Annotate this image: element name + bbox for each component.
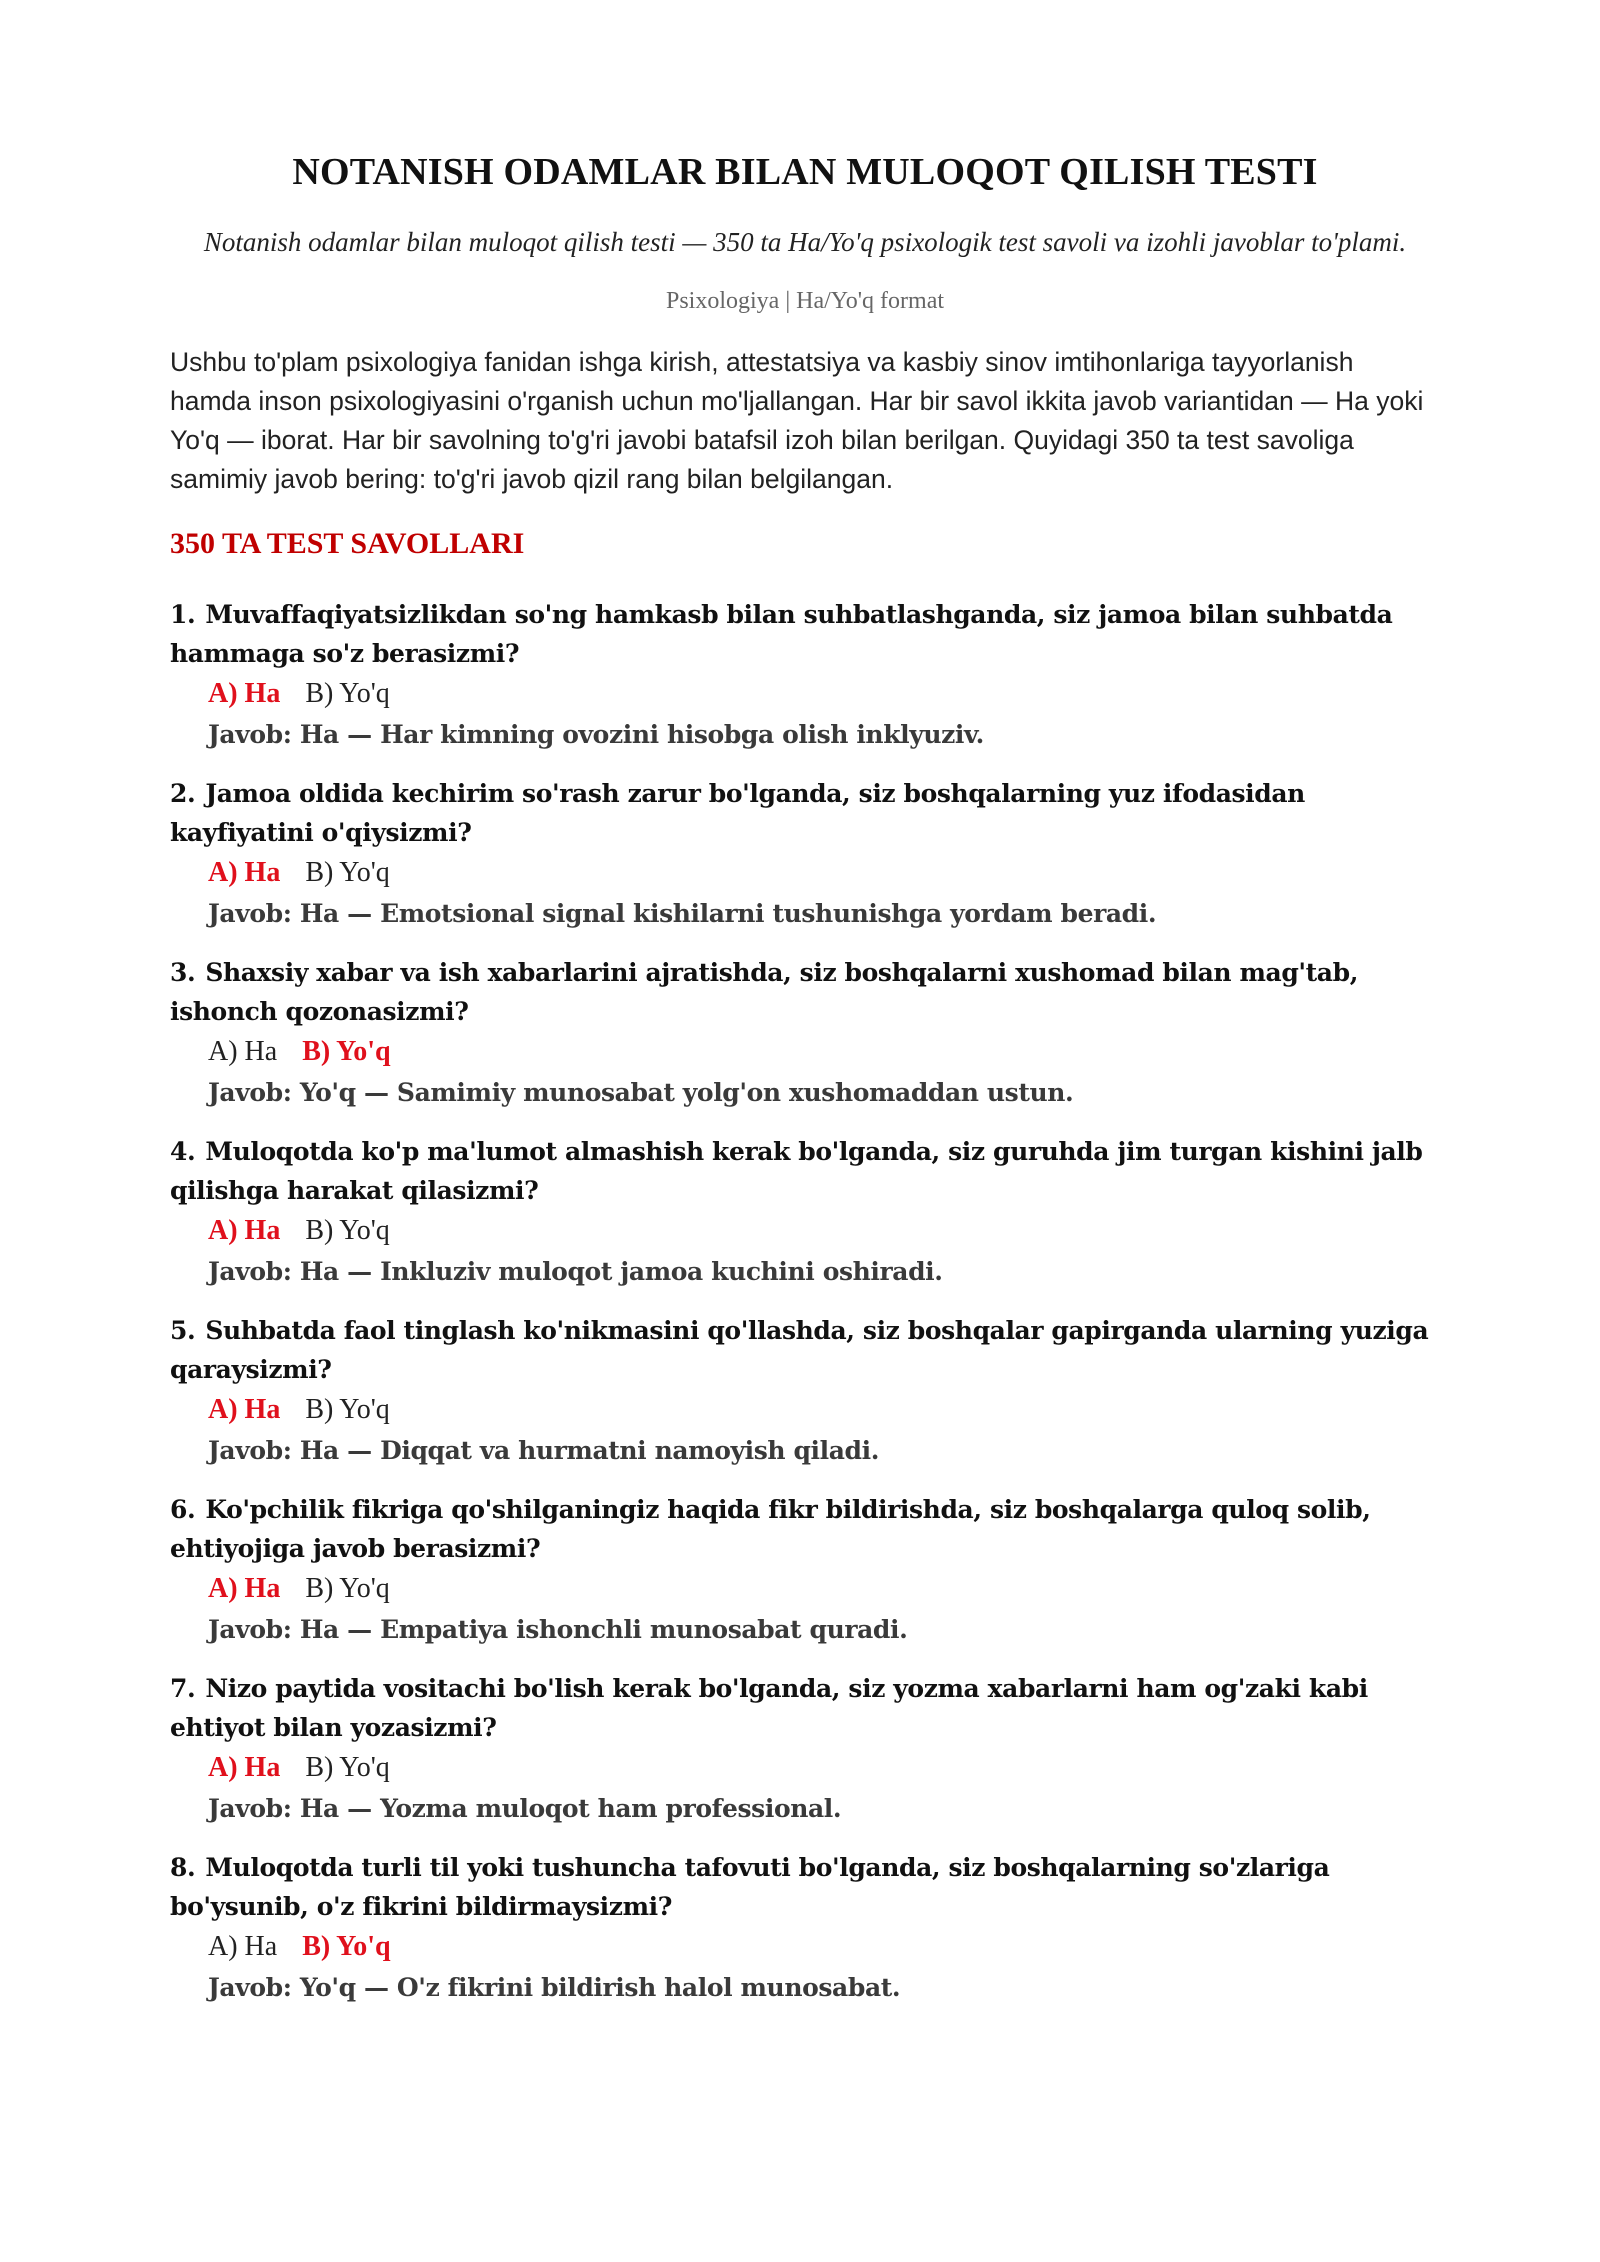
option-b: B) Yo'q — [305, 1752, 390, 1783]
answer-explanation: Javob: Ha — Diqqat va hurmatni namoyish qiladi. — [208, 1436, 880, 1465]
option-b: B) Yo'q — [305, 1394, 390, 1425]
section-heading: 350 TA TEST SAVOLLARI — [170, 527, 525, 560]
question-item — [170, 774, 1440, 935]
answer-options — [208, 1031, 1440, 1072]
question-item — [170, 1669, 1440, 1830]
question-item — [170, 953, 1440, 1114]
question-number: 6. — [170, 1495, 196, 1524]
answer-explanation: Javob: Ha — Inkluziv muloqot jamoa kuchini oshiradi. — [208, 1257, 943, 1286]
question-text: Muloqotda turli til yoki tushuncha tafovuti bo'lganda, siz boshqalarning so'zlariga bo'ysunib, o'z fikrini bildirmaysizmi? — [170, 1853, 1330, 1921]
question-number: 2. — [170, 779, 196, 808]
option-a: A) Ha — [208, 1394, 281, 1425]
option-a: A) Ha — [208, 1752, 281, 1783]
question-text: Ko'pchilik fikriga qo'shilganingiz haqida fikr bildirishda, siz boshqalarga quloq solib, ehtiyojiga javob berasizmi? — [170, 1495, 1371, 1563]
question-text: Shaxsiy xabar va ish xabarlarini ajratishda, siz boshqalarni xushomad bilan mag'tab, ishonch qozonasizmi? — [170, 958, 1358, 1026]
question-text: Muvaffaqiyatsizlikdan so'ng hamkasb bilan suhbatlashganda, siz jamoa bilan suhbatda hammaga so'z berasizmi? — [170, 600, 1393, 668]
question-text-row — [170, 1132, 1440, 1210]
answer-options — [208, 852, 1440, 893]
question-number: 8. — [170, 1853, 196, 1882]
option-b: B) Yo'q — [305, 1215, 390, 1246]
document-subtitle: Notanish odamlar bilan muloqot qilish testi — 350 ta Ha/Yo'q psixologik test savoli va izohli javoblar to'plami. — [203, 227, 1407, 257]
question-text: Jamoa oldida kechirim so'rash zarur bo'lganda, siz boshqalarning yuz ifodasidan kayfiyatini o'qiysizmi? — [170, 779, 1305, 847]
answer-options — [208, 1210, 1440, 1251]
question-text-row — [170, 1848, 1440, 1926]
option-b: B) Yo'q — [305, 678, 390, 709]
document-title: NOTANISH ODAMLAR BILAN MULOQOT QILISH TESTI — [292, 151, 1318, 193]
answer-options — [208, 1747, 1440, 1788]
question-text-row — [170, 1311, 1440, 1389]
answer-explanation: Javob: Yo'q — O'z fikrini bildirish halol munosabat. — [208, 1973, 901, 2002]
question-item — [170, 1490, 1440, 1651]
answer-explanation: Javob: Ha — Har kimning ovozini hisobga olish inklyuziv. — [208, 720, 984, 749]
intro-paragraph: Ushbu to'plam psixologiya fanidan ishga kirish, attestatsiya va kasbiy sinov imtihonlariga tayyorlanish hamda inson psixologiyasini o'rganish uchun mo'ljallangan. Har bir savol ikkita javob variantidan — Ha yoki Yo'q — iborat. Har bir savolning to'g'ri javobi batafsil izoh bilan berilgan. Quyidagi 350 ta test savoliga samimiy javob bering: to'g'ri javob qizil rang bilan belgilangan. — [170, 347, 1424, 494]
question-number: 7. — [170, 1674, 196, 1703]
question-text: Muloqotda ko'p ma'lumot almashish kerak bo'lganda, siz guruhda jim turgan kishini jalb qilishga harakat qilasizmi? — [170, 1137, 1423, 1205]
document-meta: Psixologiya | Ha/Yo'q format — [665, 288, 945, 314]
question-item — [170, 1311, 1440, 1472]
question-item — [170, 1848, 1440, 2009]
question-text-row — [170, 1669, 1440, 1747]
answer-explanation: Javob: Ha — Emotsional signal kishilarni tushunishga yordam beradi. — [208, 899, 1157, 928]
option-a: A) Ha — [208, 857, 281, 888]
option-a: A) Ha — [208, 1036, 278, 1067]
option-a: A) Ha — [208, 1573, 281, 1604]
question-item — [170, 1132, 1440, 1293]
question-number: 4. — [170, 1137, 196, 1166]
question-text: Suhbatda faol tinglash ko'nikmasini qo'llashda, siz boshqalar gapirganda ularning yuziga qaraysizmi? — [170, 1316, 1429, 1384]
answer-explanation: Javob: Yo'q — Samimiy munosabat yolg'on xushomaddan ustun. — [208, 1078, 1074, 1107]
option-a: A) Ha — [208, 1215, 281, 1246]
question-text-row — [170, 595, 1440, 673]
question-number: 1. — [170, 600, 196, 629]
option-b: B) Yo'q — [305, 1573, 390, 1604]
question-number: 5. — [170, 1316, 196, 1345]
option-b: B) Yo'q — [305, 857, 390, 888]
option-a: A) Ha — [208, 678, 281, 709]
answer-options — [208, 1568, 1440, 1609]
answer-options — [208, 1926, 1440, 1967]
question-number: 3. — [170, 958, 196, 987]
answer-explanation: Javob: Ha — Yozma muloqot ham professional. — [208, 1794, 842, 1823]
option-b: B) Yo'q — [302, 1931, 391, 1962]
answer-explanation: Javob: Ha — Empatiya ishonchli munosabat quradi. — [208, 1615, 908, 1644]
answer-options — [208, 1389, 1440, 1430]
question-text-row — [170, 953, 1440, 1031]
option-b: B) Yo'q — [302, 1036, 391, 1067]
answer-options — [208, 673, 1440, 714]
question-list — [170, 595, 1440, 2009]
option-a: A) Ha — [208, 1931, 278, 1962]
question-text-row — [170, 1490, 1440, 1568]
question-item — [170, 595, 1440, 756]
question-text: Nizo paytida vositachi bo'lish kerak bo'lganda, siz yozma xabarlarni ham og'zaki kabi ehtiyot bilan yozasizmi? — [170, 1674, 1368, 1742]
document-page — [170, 150, 1440, 2027]
question-text-row — [170, 774, 1440, 852]
